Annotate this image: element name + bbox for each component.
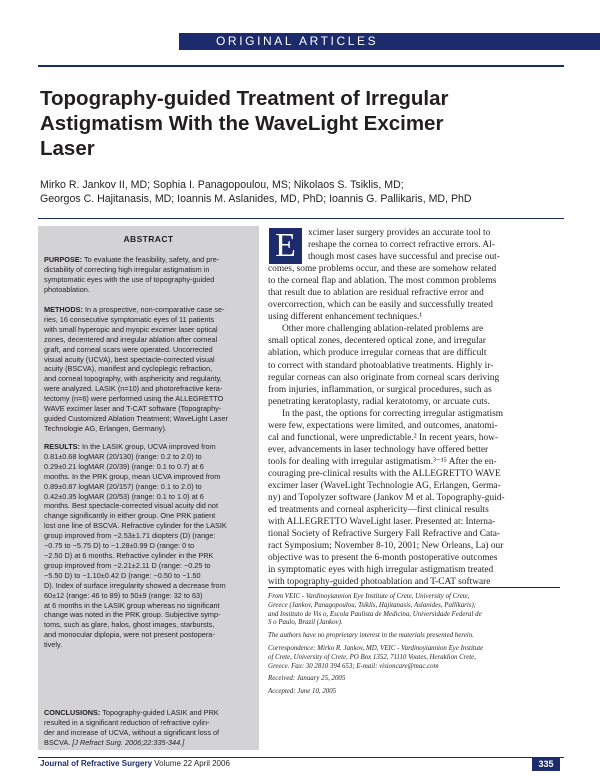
footnote-line: of Crete, University of Crete, PO Box 1352, 71110 Voutes, Heraklion Crete,	[268, 653, 476, 661]
body-line: xcimer laser surgery provides an accurate tool to	[308, 228, 491, 238]
body-line: ny) and Topolyzer software (Jankov M et al. Topography-guid-	[268, 493, 505, 504]
abstract-methods	[44, 305, 255, 434]
abstract-line: change significantly in either group. One PRK patient	[44, 511, 216, 521]
abstract-panel	[38, 226, 259, 750]
author-line: Georgos C. Hajitanasis, MD; Ioannis M. Aslanides, MD, PhD; Ioannis G. Pallikaris, MD, PhD	[40, 193, 472, 205]
abstract-conclusions	[44, 708, 255, 748]
header-rule	[38, 65, 564, 67]
abstract-line: Topography-guided LASIK and PRK	[100, 708, 219, 717]
body-line: with topography-guided photoablation and T-CAT software	[268, 577, 491, 588]
abstract-line: were analyzed. LASIK (n=10) and photorefractive kera-	[44, 384, 223, 394]
footnote-received: Received: January 25, 2005	[268, 675, 346, 683]
body-line: cal and functional, were unpredictable.² In recent years, how-	[268, 432, 499, 443]
abstract-line: −2.50 D) at 6 months. Refractive cylinder in the PRK	[44, 550, 214, 560]
footnote-line: Greece (Jankov, Panagopoulou, Tsiklis, Hajitanasis, Aslanides, Pallikaris);	[268, 601, 477, 609]
footnotes	[268, 593, 560, 697]
body-line: Other more challenging ablation-related problems are	[282, 324, 484, 335]
abstract-line: In the LASIK group, UCVA improved from	[79, 442, 216, 451]
author-rule	[38, 218, 564, 219]
abstract-line: photoablation.	[44, 284, 90, 294]
methods-label: METHODS:	[44, 305, 83, 314]
title-line: Topography-guided Treatment of Irregular	[40, 87, 449, 110]
abstract-line: toms, such as glare, halos, ghost images, starbursts,	[44, 620, 215, 630]
body-line: excimer laser (WaveLight Technologie AG, Erlangen, Germa-	[268, 480, 501, 491]
abstract-line: months. Best spectacle-corrected visual acuity did not	[44, 501, 218, 511]
footnote-interest: The authors have no proprietary interest in the materials presented herein.	[268, 632, 474, 640]
body-line: tional Society of Refractive Surgery Fall Refractive and Cata-	[268, 529, 501, 540]
footnote-line: S o Paulo, Brazil (Jankov).	[268, 619, 343, 627]
abstract-line: dictability of correcting high irregular astigmatism in	[44, 264, 210, 274]
body-line: from injuries, inflammation, or surgical procedures, such as	[268, 384, 492, 395]
abstract-line: zones, decentered and irregular ablation after corneal	[44, 334, 218, 344]
abstract-line: change was noted in the PRK group. Subjective symp-	[44, 610, 221, 620]
body-text	[268, 227, 560, 588]
abstract-line: Technologie AG, Erlangen, Germany).	[44, 423, 167, 433]
title-line: Astigmatism With the WaveLight Excimer	[40, 112, 444, 135]
abstract-line: 0.42±0.35 logMAR (20/53) (range: 0.1 to 1.0) at 6	[44, 491, 204, 501]
results-label: RESULTS:	[44, 442, 80, 451]
footnote-line: Greece. Fax: 30 2810 394 653; E-mail: visioncare@mac.com	[268, 662, 439, 670]
abstract-line: and corneal topography, with asphericity and regularity,	[44, 374, 222, 384]
body-line: small optical zones, decentered optical zone, and irregular	[268, 336, 486, 347]
body-line: with ALLEGRETTO WaveLight laser. Presented at: Interna-	[268, 517, 496, 528]
body-line: overcorrection, which can be easily and successfully treated	[268, 300, 493, 311]
footnote-accepted: Accepted: June 10, 2005	[268, 688, 337, 696]
abstract-line: tectomy (n=6) were performed using the ALLEGRETTO	[44, 394, 224, 404]
section-label: ORIGINAL ARTICLES	[216, 34, 379, 48]
footer-journal-info	[40, 759, 230, 768]
abstract-line: ries, 16 consecutive symptomatic eyes of 11 patients	[44, 314, 215, 324]
abstract-line: at 6 months in the LASIK group whereas no significant	[44, 600, 220, 610]
footnote-line: and Instituto de Vis o, Escola Paulista de Medicina, Universidade Federal de	[268, 610, 482, 618]
abstract-line: −5.50 D) to −1.10±0.42 D (range: −0.50 to −1.50	[44, 570, 201, 580]
abstract-results	[44, 442, 255, 650]
abstract-line: resulted in a significant reduction of refractive cylin-	[44, 717, 210, 727]
purpose-label: PURPOSE:	[44, 255, 83, 264]
body-line: comes, some problems occur, and these are somehow related	[268, 264, 497, 275]
abstract-line: with small hyperopic and myopic excimer laser optical	[44, 324, 218, 334]
footnote-rule	[268, 587, 560, 588]
abstract-line: lost one line of BSCVA. Refractive cylinder for the LASIK	[44, 521, 227, 531]
body-line: ever, advancements in laser technology have offered better	[268, 444, 489, 455]
abstract-line: visual acuity (UCVA), best spectacle-corrected visual	[44, 354, 215, 364]
body-line: penetrating keratoplasty, radial keratotomy, or arcuate cuts.	[268, 396, 490, 407]
body-line: were few, expectations were limited, and outcomes, anatomi-	[268, 420, 498, 431]
author-list	[40, 178, 560, 206]
abstract-heading: ABSTRACT	[123, 234, 174, 244]
body-line: tools for dealing with irregular astigmatism.³⁻¹⁵ After the en-	[268, 456, 497, 467]
body-line: that result due to ablation are residual refractive error and	[268, 288, 484, 299]
body-line: to the corneal flap and ablation. The most common problems	[268, 276, 497, 287]
body-line: reshape the cornea to correct refractive errors. Al-	[308, 240, 495, 251]
abstract-line: and monocular diplopia, were not present postopera-	[44, 630, 215, 640]
body-line: In the past, the options for correcting irregular astigmatism	[282, 408, 504, 419]
abstract-line: months. In the PRK group, mean UCVA improved from	[44, 471, 221, 481]
body-line: ract Symposium; November 8-10, 2001; New Orleans, La) our	[268, 541, 504, 552]
abstract-line: guided Customized Ablation Treatment; WaveLight Laser	[44, 413, 228, 423]
abstract-line: group improved from −2.53±1.71 diopters (D) (range:	[44, 531, 216, 541]
journal-name: Journal of Refractive Surgery	[40, 759, 153, 768]
footer-rule	[38, 757, 564, 758]
body-line: in symptomatic eyes with high irregular astigmatism treated	[268, 565, 494, 576]
title-line: Laser	[40, 137, 95, 160]
body-line: ablation, which produce irregular corneas that are difficult	[268, 348, 487, 359]
abstract-line: WAVE excimer laser and T-CAT software (Topography-	[44, 404, 222, 414]
journal-date: April 2006	[193, 759, 230, 768]
abstract-line: tively.	[44, 640, 63, 650]
author-line: Mirko R. Jankov II, MD; Sophia I. Panagopoulou, MS; Nikolaos S. Tsiklis, MD;	[40, 179, 404, 191]
abstract-line: group improved from −2.21±2.11 D (range: −0.25 to	[44, 560, 211, 570]
body-line: using different enhancement techniques.¹	[268, 312, 423, 323]
abstract-line: −0.75 to −5.75 D) to −1.28±0.99 D (range: 0 to	[44, 541, 195, 551]
abstract-purpose	[44, 255, 255, 295]
abstract-line: 0.89±0.87 logMAR (20/157) (range: 0.1 to 2.0) to	[44, 481, 202, 491]
body-line: couraging pre-clinical results with the ALLEGRETTO WAVE	[268, 468, 501, 479]
abstract-line: 0.29±0.21 logMAR (20/39) (range: 0.1 to 0.7) at 6	[44, 461, 204, 471]
drop-cap: E	[269, 228, 302, 264]
abstract-line: In a prospective, non-comparative case se-	[82, 305, 225, 314]
abstract-line: acuity (BSCVA), manifest and cycloplegic refraction,	[44, 364, 213, 374]
footnote-line: From VEIC - Vardinoyiannion Eye Institute of Crete, University of Crete,	[268, 593, 470, 600]
conclusions-label: CONCLUSIONS:	[44, 708, 101, 717]
body-line: regular corneas can also originate from corneal scars deriving	[268, 372, 500, 383]
abstract-line: der and increase of UCVA, without a significant loss of	[44, 727, 220, 737]
abstract-line: 0.81±0.68 logMAR (20/130) (range: 0.2 to 2.0) to	[44, 451, 202, 461]
article-title	[40, 86, 560, 161]
abstract-line: 60±12 (range: 46 to 89) to 50±9 (range: 32 to 63)	[44, 590, 203, 600]
journal-volume: Volume 22	[154, 759, 193, 768]
body-line: objective was to present the 6-month postoperative outcomes	[268, 553, 498, 564]
abstract-line: BSCVA.	[44, 737, 71, 747]
body-line: to correct with standard photoablative treatments. Highly ir-	[268, 360, 494, 371]
abstract-line: To evaluate the feasibility, safety, and pre-	[82, 255, 220, 264]
footnote-line: Correspondence: Mirko R. Jankov, MD, VEIC - Vardinoyiannion Eye Institute	[268, 644, 484, 652]
abstract-line: symptomatic eyes with the use of topography-guided	[44, 274, 215, 284]
abstract-line: graft, and corneal scars were operated. Uncorrected	[44, 344, 213, 354]
body-line: ed treatments and corneal asphericity—first clinical results	[268, 505, 489, 516]
abstract-citation: [J Refract Surg. 2006;22:335-344.]	[72, 737, 185, 747]
body-line: though most cases have successful and precise out-	[308, 252, 500, 263]
abstract-line: D). Index of surface irregularity showed a decrease from	[44, 580, 226, 590]
page-number: 335	[532, 757, 560, 771]
